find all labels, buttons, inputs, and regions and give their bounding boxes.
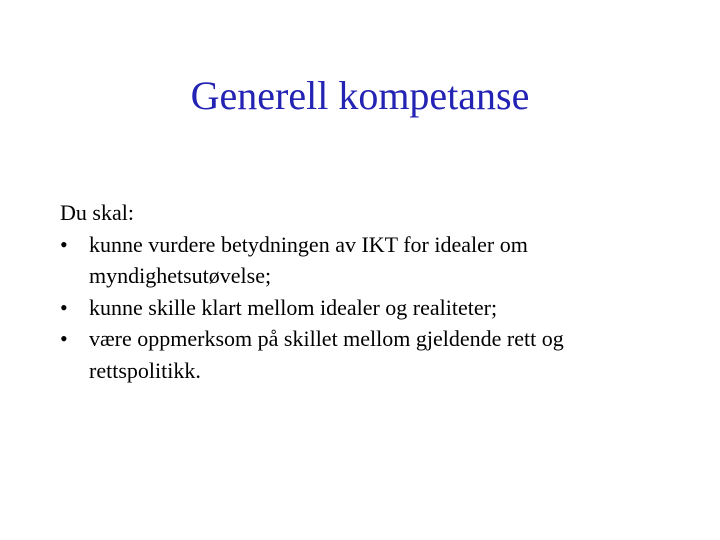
intro-text: Du skal: xyxy=(60,200,134,225)
slide-body xyxy=(60,197,660,386)
bullet-list xyxy=(60,229,660,387)
bullet-text: kunne vurdere betydningen av IKT for idealer om myndighetsutøvelse; xyxy=(89,231,528,288)
bullet-item xyxy=(60,323,660,386)
bullet-icon: • xyxy=(60,326,68,351)
bullet-text: være oppmerksom på skillet mellom gjeldende rett og rettspolitikk. xyxy=(89,326,564,383)
bullet-icon: • xyxy=(60,231,68,257)
bullet-item xyxy=(60,229,660,292)
slide-title: Generell kompetanse xyxy=(190,73,530,118)
bullet-item xyxy=(60,292,660,324)
bullet-text: kunne skille klart mellom idealer og realiteter; xyxy=(89,294,498,320)
bullet-icon: • xyxy=(60,294,68,320)
